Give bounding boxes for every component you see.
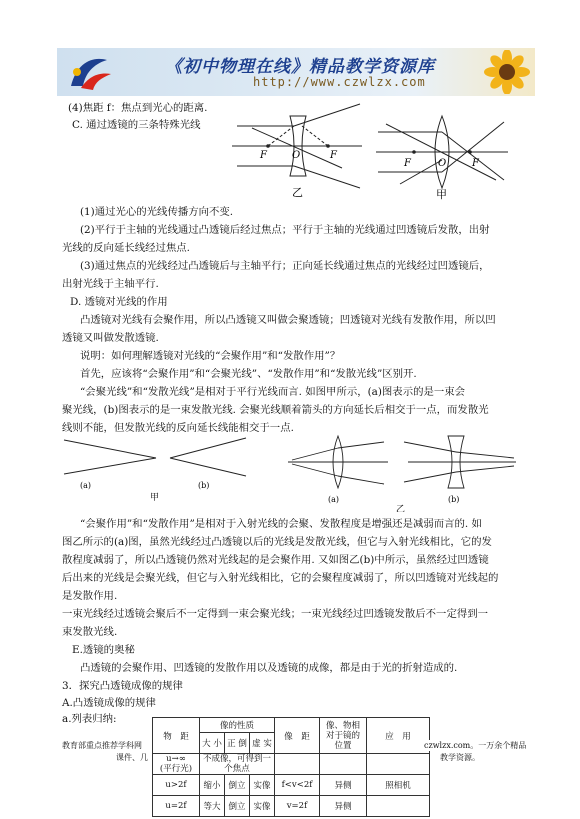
text-line: (2)平行于主轴的光线通过凸透镜后经过焦点；平行于主轴的光线通过凹透镜后发散，出射: [80, 224, 490, 236]
text-line: 后出来的光线是会聚光线，但它与入射光线相比，它的会聚程度减弱了，所以凹透镜对光线起的: [62, 572, 499, 584]
table-cell: 实像: [250, 796, 275, 817]
text-line: “会聚光线”和“发散光线”是相对于平行光线而言. 如图甲所示，(a)图表示的是一束会: [80, 386, 466, 398]
imaging-rules-table: [152, 717, 430, 817]
table-header-cell: 像、物相对于镜的位置: [320, 718, 367, 754]
text-line: 线则不能，但发散光线的反向延长线能相交于一点.: [62, 422, 294, 434]
text-line: 光线的反向延长线经过焦点.: [62, 242, 190, 254]
sunflower-icon: [467, 50, 531, 94]
footer-text: czwlzx.com。一万余个精品: [424, 741, 527, 750]
focus-label: F: [330, 150, 337, 161]
table-cell: f<v<2f: [275, 775, 320, 796]
section-heading: A.凸透镜成像的规律: [62, 697, 156, 709]
table-row: [153, 796, 430, 817]
text-line: 透镜又叫做发散透镜.: [62, 332, 159, 344]
table-cell: [367, 796, 430, 817]
text-line: a.列表归纳:: [62, 713, 117, 725]
figure-label: 乙: [292, 186, 303, 199]
text-line: (3)通过焦点的光线经过凸透镜后与主轴平行；正向延长线通过焦点的光线经过凹透镜后，: [80, 260, 490, 272]
subfigure-label: (a): [80, 481, 92, 490]
center-label: O: [292, 150, 301, 161]
focus-label: F: [472, 158, 479, 169]
table-cell: [367, 754, 430, 775]
subfigure-label: (a): [328, 495, 340, 504]
table-row: [153, 718, 430, 733]
footer-text: 教学资源。: [440, 753, 480, 762]
table-cell: [275, 754, 320, 775]
table-row: [153, 775, 430, 796]
text-line: 散程度减弱了，所以凸透镜仍然对光线起的是会聚作用. 又如图乙(b)中所示，虽然经过凹透镜: [62, 554, 489, 566]
text-line: 一束光线经过透镜会聚后不一定得到一束会聚光线；一束光线经过凹透镜发散后不一定得到一: [62, 608, 489, 620]
text-line: 出射光线于主轴平行.: [62, 278, 159, 290]
table-header-cell: 像 距: [275, 718, 320, 754]
banner-url[interactable]: http://www.czwlzx.com: [253, 75, 426, 89]
concave-lens-diagram: [232, 98, 362, 202]
table-header-cell: 正 倒: [225, 733, 250, 754]
ray-figure-jia: [60, 432, 250, 504]
figure-label: 甲: [150, 493, 160, 503]
text-line: “会聚作用”和“发散作用”是相对于入射光线的会聚、发散程度是增强还是减弱而言的. 如: [80, 518, 482, 530]
text-line: 首先，应该将“会聚作用”和“会聚光线”、“发散作用”和“发散光线”区别开.: [80, 368, 417, 380]
table-cell-text: (平行光): [159, 764, 193, 774]
banner-title: 《初中物理在线》精品教学资源库: [165, 57, 435, 77]
text-line: 凸透镜对光线有会聚作用，所以凸透镜又叫做会聚透镜；凹透镜对光线有发散作用，所以凹: [80, 314, 496, 326]
table-cell: 不成像，可得到一个焦点: [200, 754, 275, 775]
table-cell: 异侧: [320, 775, 367, 796]
text-line: (1)通过光心的光线传播方向不变.: [80, 206, 234, 218]
subfigure-label: (b): [198, 481, 210, 490]
footer-text: 课件、几: [116, 753, 148, 762]
header-banner: [57, 48, 535, 96]
table-cell: 实像: [250, 775, 275, 796]
table-header-cell: 像的性质: [200, 718, 275, 733]
text-line: (4)焦距 f：焦点到光心的距离.: [68, 102, 208, 114]
table-cell: u=2f: [153, 796, 200, 817]
convex-lens-diagram: [376, 100, 508, 200]
table-header-cell: 物 距: [153, 718, 200, 754]
table-cell: u>2f: [153, 775, 200, 796]
table-cell: 缩小: [200, 775, 225, 796]
table-header-cell: 大 小: [200, 733, 225, 754]
site-logo-icon: [63, 52, 115, 92]
table-cell-text: u→∞: [166, 754, 186, 764]
figure-label: 乙: [396, 505, 406, 512]
table-cell: 异侧: [320, 796, 367, 817]
text-line: 图乙所示的(a)图，虽然光线经过凸透镜以后的光线是发散光线，但它与入射光线相比，它的发: [62, 536, 492, 548]
footer-text: 教育部重点推荐学科网: [62, 741, 142, 750]
section-heading: E.透镜的奥秘: [72, 644, 135, 656]
subfigure-label: (b): [448, 495, 460, 504]
table-row: [153, 754, 430, 775]
text-line: 是发散作用.: [62, 590, 118, 602]
section-heading: D. 透镜对光线的作用: [70, 296, 168, 308]
focus-label: F: [260, 150, 267, 161]
table-cell: 等大: [200, 796, 225, 817]
table-header-cell: 虚 实: [250, 733, 275, 754]
table-cell: 照相机: [367, 775, 430, 796]
ray-figure-yi: [288, 428, 518, 512]
table-cell: v=2f: [275, 796, 320, 817]
text-line: C. 通过透镜的三条特殊光线: [72, 119, 201, 131]
center-label: O: [438, 158, 447, 169]
text-line: 聚光线，(b)图表示的是一束发散光线. 会聚光线顺着箭头的方向延长后相交于一点，而发散光: [62, 404, 489, 416]
text-line: 束发散光线.: [62, 626, 118, 638]
focus-label: F: [404, 158, 411, 169]
table-cell: [320, 754, 367, 775]
figure-label: 甲: [436, 188, 447, 200]
table-cell: 倒立: [225, 775, 250, 796]
text-line: 凸透镜的会聚作用、凹透镜的发散作用以及透镜的成像，都是由于光的折射造成的.: [80, 662, 458, 674]
text-line: 说明：如何理解透镜对光线的“会聚作用”和“发散作用”？: [80, 350, 341, 362]
section-heading: 3．探究凸透镜成像的规律: [62, 680, 183, 692]
table-cell: [153, 754, 200, 775]
table-cell: 倒立: [225, 796, 250, 817]
table-header-cell: 应 用: [367, 718, 430, 754]
